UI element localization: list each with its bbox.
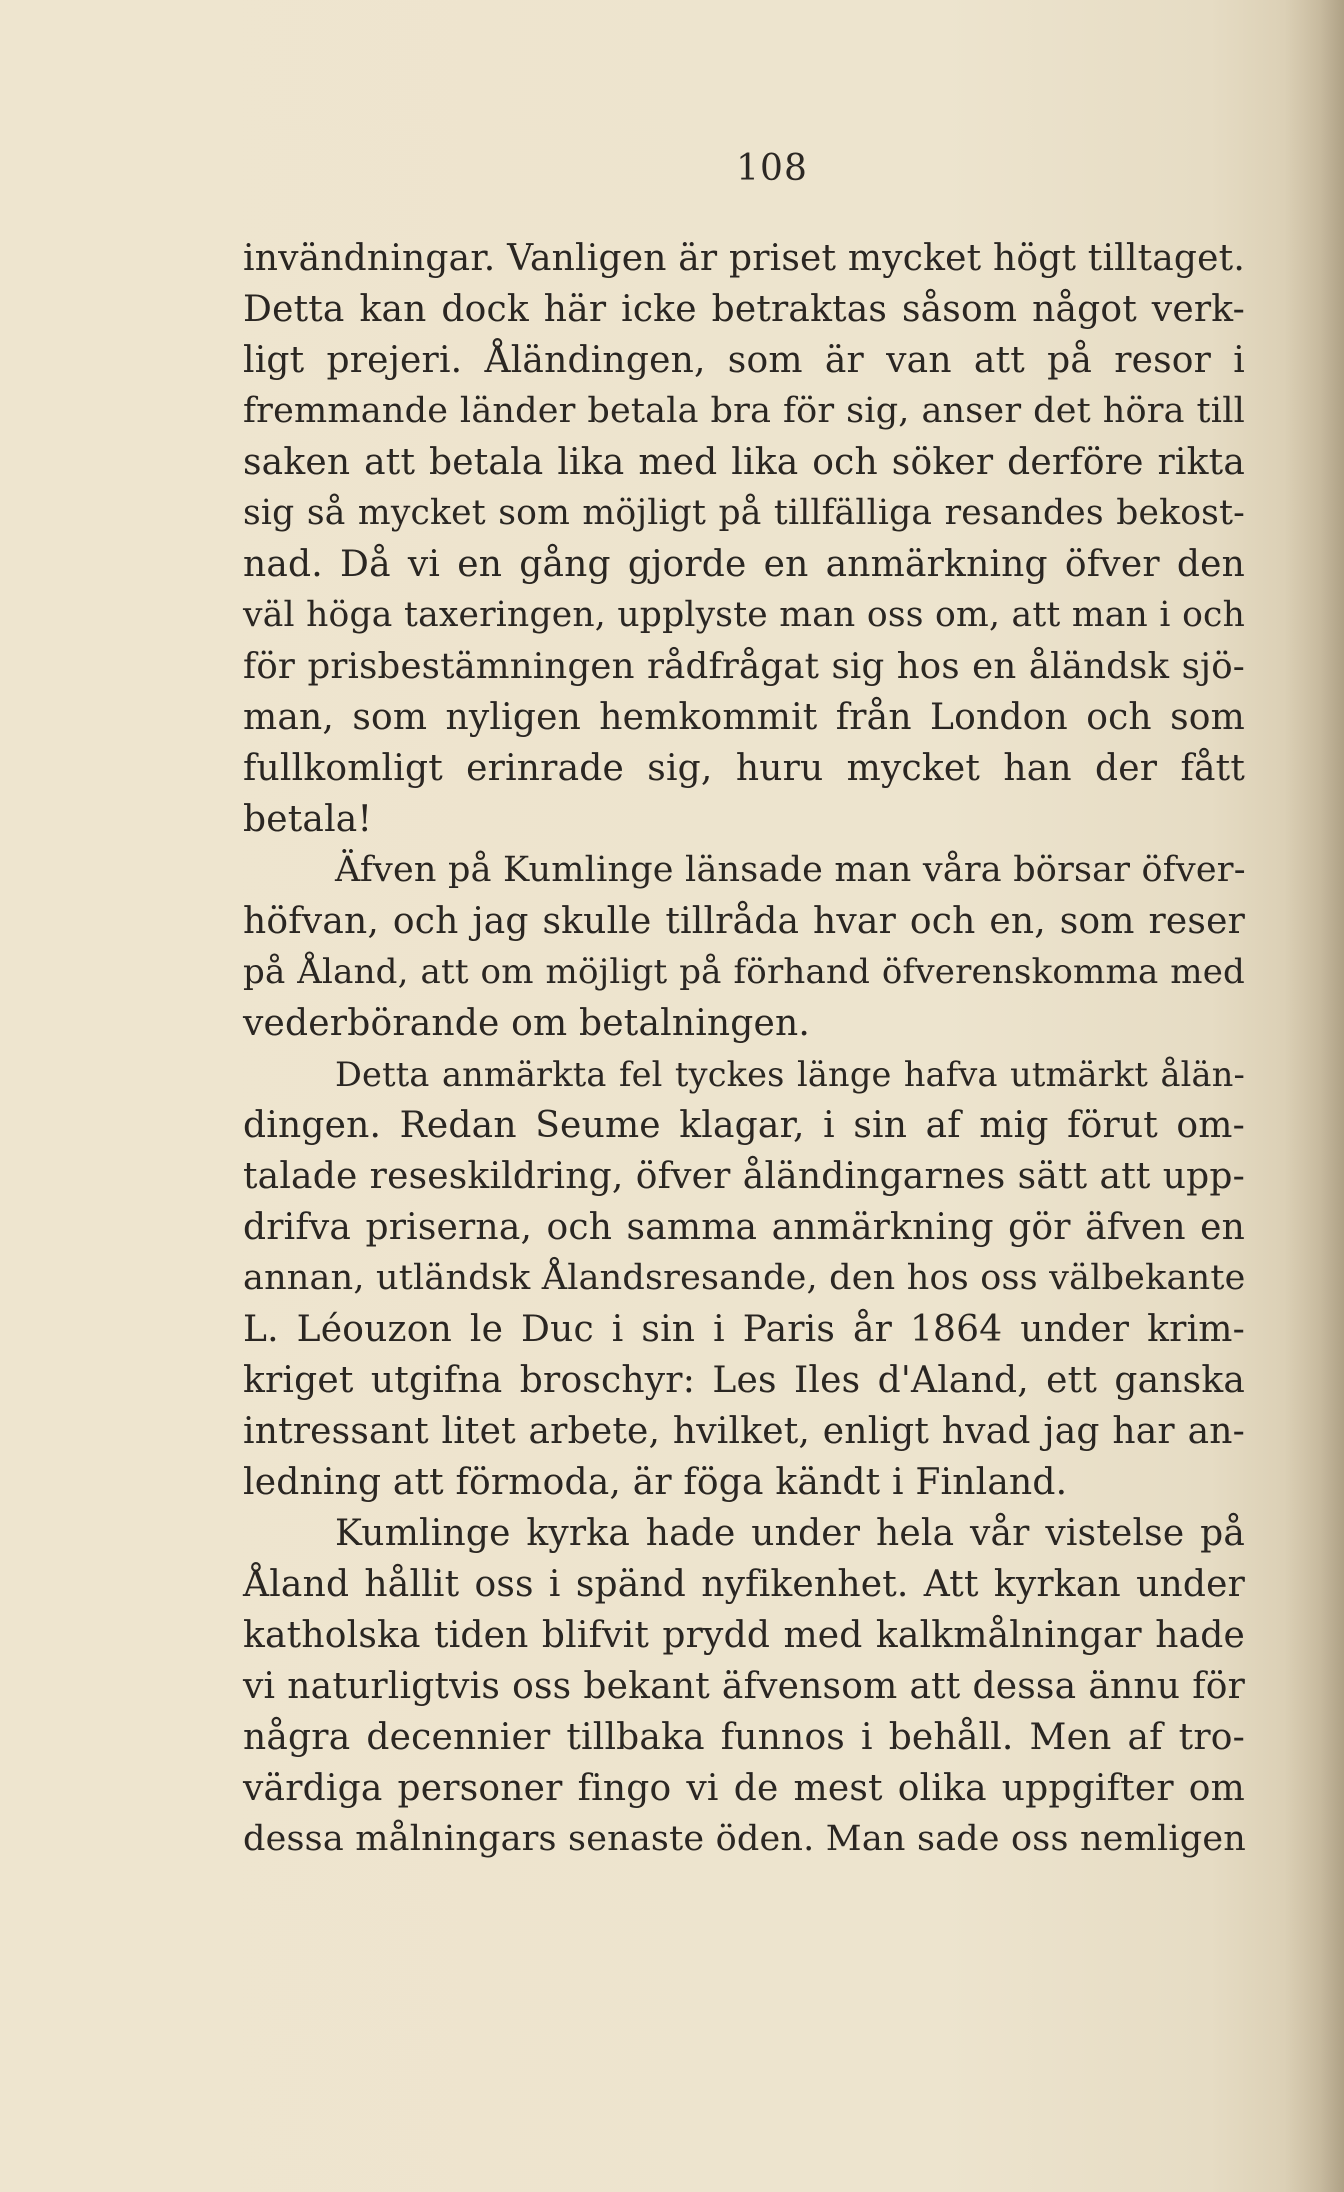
text-line: betala! bbox=[243, 799, 373, 840]
page-number: 108 bbox=[736, 148, 808, 189]
text-line: fullkomligt erinrade sig, huru mycket han der fått bbox=[243, 748, 1245, 789]
text-line: några decennier tillbaka funnos i behåll. Men af tro- bbox=[243, 1717, 1245, 1758]
text-line: kriget utgifna broschyr: Les Iles d'Aland, ett ganska bbox=[243, 1360, 1245, 1401]
text-line: man, som nyligen hemkommit från London och som bbox=[243, 697, 1245, 738]
text-line: dessa målningars senaste öden. Man sade oss nemligen bbox=[243, 1819, 1247, 1859]
text-line: saken att betala lika med lika och söker derföre rikta bbox=[243, 442, 1245, 483]
text-line: vi naturligtvis oss bekant äfvensom att dessa ännu för bbox=[243, 1666, 1245, 1707]
text-line: Detta kan dock här icke betraktas såsom något verk- bbox=[243, 289, 1245, 330]
paragraph-start-line: Äfven på Kumlinge länsade man våra börsar öfver- bbox=[335, 850, 1246, 890]
text-line: talade reseskildring, öfver åländingarnes sätt att upp- bbox=[243, 1156, 1245, 1197]
text-line: vederbörande om betalningen. bbox=[243, 1003, 811, 1044]
text-line: ledning att förmoda, är föga kändt i Finland. bbox=[243, 1462, 1068, 1503]
text-line: invändningar. Vanligen är priset mycket högt tilltaget. bbox=[243, 238, 1245, 279]
text-line: höfvan, och jag skulle tillråda hvar och en, som reser bbox=[243, 901, 1245, 942]
text-line: värdiga personer fingo vi de mest olika uppgifter om bbox=[243, 1768, 1245, 1809]
text-line: väl höga taxeringen, upplyste man oss om, att man i och bbox=[243, 595, 1245, 635]
text-line: intressant litet arbete, hvilket, enligt hvad jag har an- bbox=[243, 1411, 1245, 1452]
text-line: drifva priserna, och samma anmärkning gör äfven en bbox=[243, 1207, 1245, 1248]
text-line: ligt prejeri. Åländingen, som är van att på resor i bbox=[243, 340, 1245, 381]
text-line: L. Léouzon le Duc i sin i Paris år 1864 under krim- bbox=[243, 1309, 1245, 1350]
text-line: för prisbestämningen rådfrågat sig hos en åländsk sjö- bbox=[243, 646, 1245, 687]
text-line: fremmande länder betala bra för sig, anser det höra till bbox=[243, 391, 1245, 431]
paragraph-start-line: Detta anmärkta fel tyckes länge hafva utmärkt ålän- bbox=[335, 1055, 1245, 1094]
body-text bbox=[243, 233, 1245, 1865]
paragraph-start-line: Kumlinge kyrka hade under hela vår vistelse på bbox=[335, 1513, 1245, 1554]
text-line: katholska tiden blifvit prydd med kalkmålningar hade bbox=[243, 1615, 1245, 1656]
text-line: annan, utländsk Ålandsresande, den hos oss välbekante bbox=[243, 1258, 1246, 1298]
text-line: sig så mycket som möjligt på tillfälliga resandes bekost- bbox=[243, 493, 1245, 533]
text-line: dingen. Redan Seume klagar, i sin af mig förut om- bbox=[243, 1105, 1245, 1146]
text-line: Åland hållit oss i spänd nyfikenhet. Att kyrkan under bbox=[243, 1564, 1245, 1605]
text-line: på Åland, att om möjligt på förhand öfverenskomma med bbox=[243, 952, 1245, 992]
spine-shadow bbox=[1284, 0, 1344, 2192]
text-line: nad. Då vi en gång gjorde en anmärkning öfver den bbox=[243, 544, 1245, 585]
